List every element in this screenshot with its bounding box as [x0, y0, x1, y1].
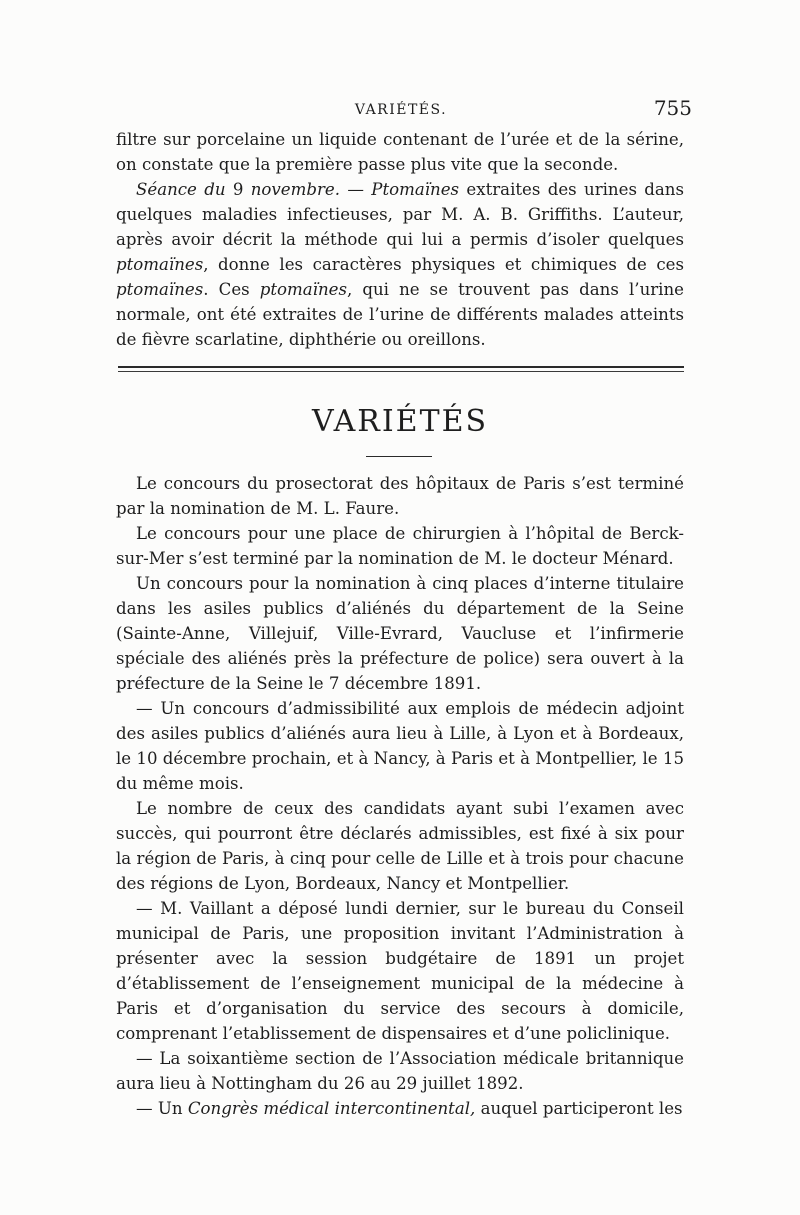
- seance-paragraph: [116, 177, 684, 352]
- paragraph-association: — La soixantième section de l’Association médicale britannique aura lieu à Nottingham du 26 au 29 juillet 1892.: [116, 1049, 684, 1093]
- seance-text-4: , qui ne se trouvent pas dans l’urine normale, ont été extraites de l’urine de différents malades atteints de fièvre scarlatine, diphthérie ou oreillons.: [116, 280, 684, 349]
- continued-sentence: filtre sur porcelaine un liquide contenant de l’urée et de la sérine, on constate que la première passe plus vite que la seconde.: [116, 130, 684, 174]
- seance-text-2: , donne les caractères physiques et chimiques de ces: [203, 255, 684, 274]
- congres-end: auquel participeront les: [475, 1099, 683, 1118]
- continued-text-block: [116, 127, 684, 352]
- paragraph-congres: [116, 1096, 684, 1121]
- divider-thin-rule: [118, 371, 684, 372]
- ptomaines-term-4: ptomaïnes: [259, 280, 347, 299]
- section-title: VARIÉTÉS: [311, 404, 489, 439]
- paragraph-admissibilite: — Un concours d’admissibilité aux emplois de médecin adjoint des asiles publics d’aliénés aura lieu à Lille, à Lyon et à Bordeaux, le 10 décembre prochain, et à Nancy, à Paris et à Montpellier, le 15 du même mois.: [116, 699, 684, 793]
- paragraph-candidats: Le nombre de ceux des candidats ayant subi l’examen avec succès, qui pourront être déclarés admissibles, est fixé à six pour la région de Paris, à cinq pour celle de Lille et à trois pour chacune des régions de Lyon, Bordeaux, Nancy et Montpellier.: [116, 799, 684, 893]
- paragraph-berck: Le concours pour une place de chirurgien à l’hôpital de Berck-sur-Mer s’est terminé par la nomination de M. le docteur Ménard.: [116, 524, 684, 568]
- seance-label: Séance du: [136, 180, 226, 199]
- seance-day: 9: [225, 180, 251, 199]
- congres-title: Congrès médical intercontinental,: [187, 1099, 476, 1118]
- ptomaines-term-2: ptomaïnes: [116, 255, 204, 274]
- running-head: [116, 96, 692, 124]
- seance-text-1: extraites des urines dans quelques maladies infectieuses, par M. A. B. Griffiths. L’auteur, après avoir décrit la méthode qui lui a permis d’isoler quelques: [116, 180, 685, 249]
- varietes-text-block: [116, 471, 684, 1121]
- paragraph-internes: Un concours pour la nomination à cinq places d’interne titulaire dans les asiles publics d’aliénés du département de la Seine (Sainte-Anne, Villejuif, Ville-Evrard, Vaucluse et l’infirmerie spéciale des aliénés près la préfecture de police) sera ouvert à la préfecture de la Seine le 7 décembre 1891.: [116, 574, 684, 693]
- ptomaines-term-3: ptomaïnes: [116, 280, 204, 299]
- seance-dash: —: [340, 180, 372, 199]
- seance-text-3: . Ces: [203, 280, 260, 299]
- ptomaines-heading: Ptomaïnes: [371, 180, 460, 199]
- divider-thick-rule: [118, 366, 684, 368]
- running-title: VARIÉTÉS.: [354, 102, 448, 118]
- title-underline: [366, 456, 432, 457]
- continued-paragraph: [116, 127, 684, 177]
- congres-start: — Un: [136, 1099, 188, 1118]
- page-number: 755: [653, 96, 692, 120]
- section-divider: [118, 366, 684, 372]
- paragraph-vaillant: — M. Vaillant a déposé lundi dernier, sur le bureau du Conseil municipal de Paris, une proposition invitant l’Administration à présenter avec la session budgétaire de 1891 un projet d’établissement de l’enseignement municipal de la médecine à Paris et d’organisation du service des secours à domicile, comprenant l’etablissement de dispensaires et d’une policlinique.: [116, 899, 684, 1043]
- paragraph-prosectorat: Le concours du prosectorat des hôpitaux de Paris s’est terminé par la nomination de M. L. Faure.: [116, 474, 684, 518]
- seance-month: novembre.: [250, 180, 341, 199]
